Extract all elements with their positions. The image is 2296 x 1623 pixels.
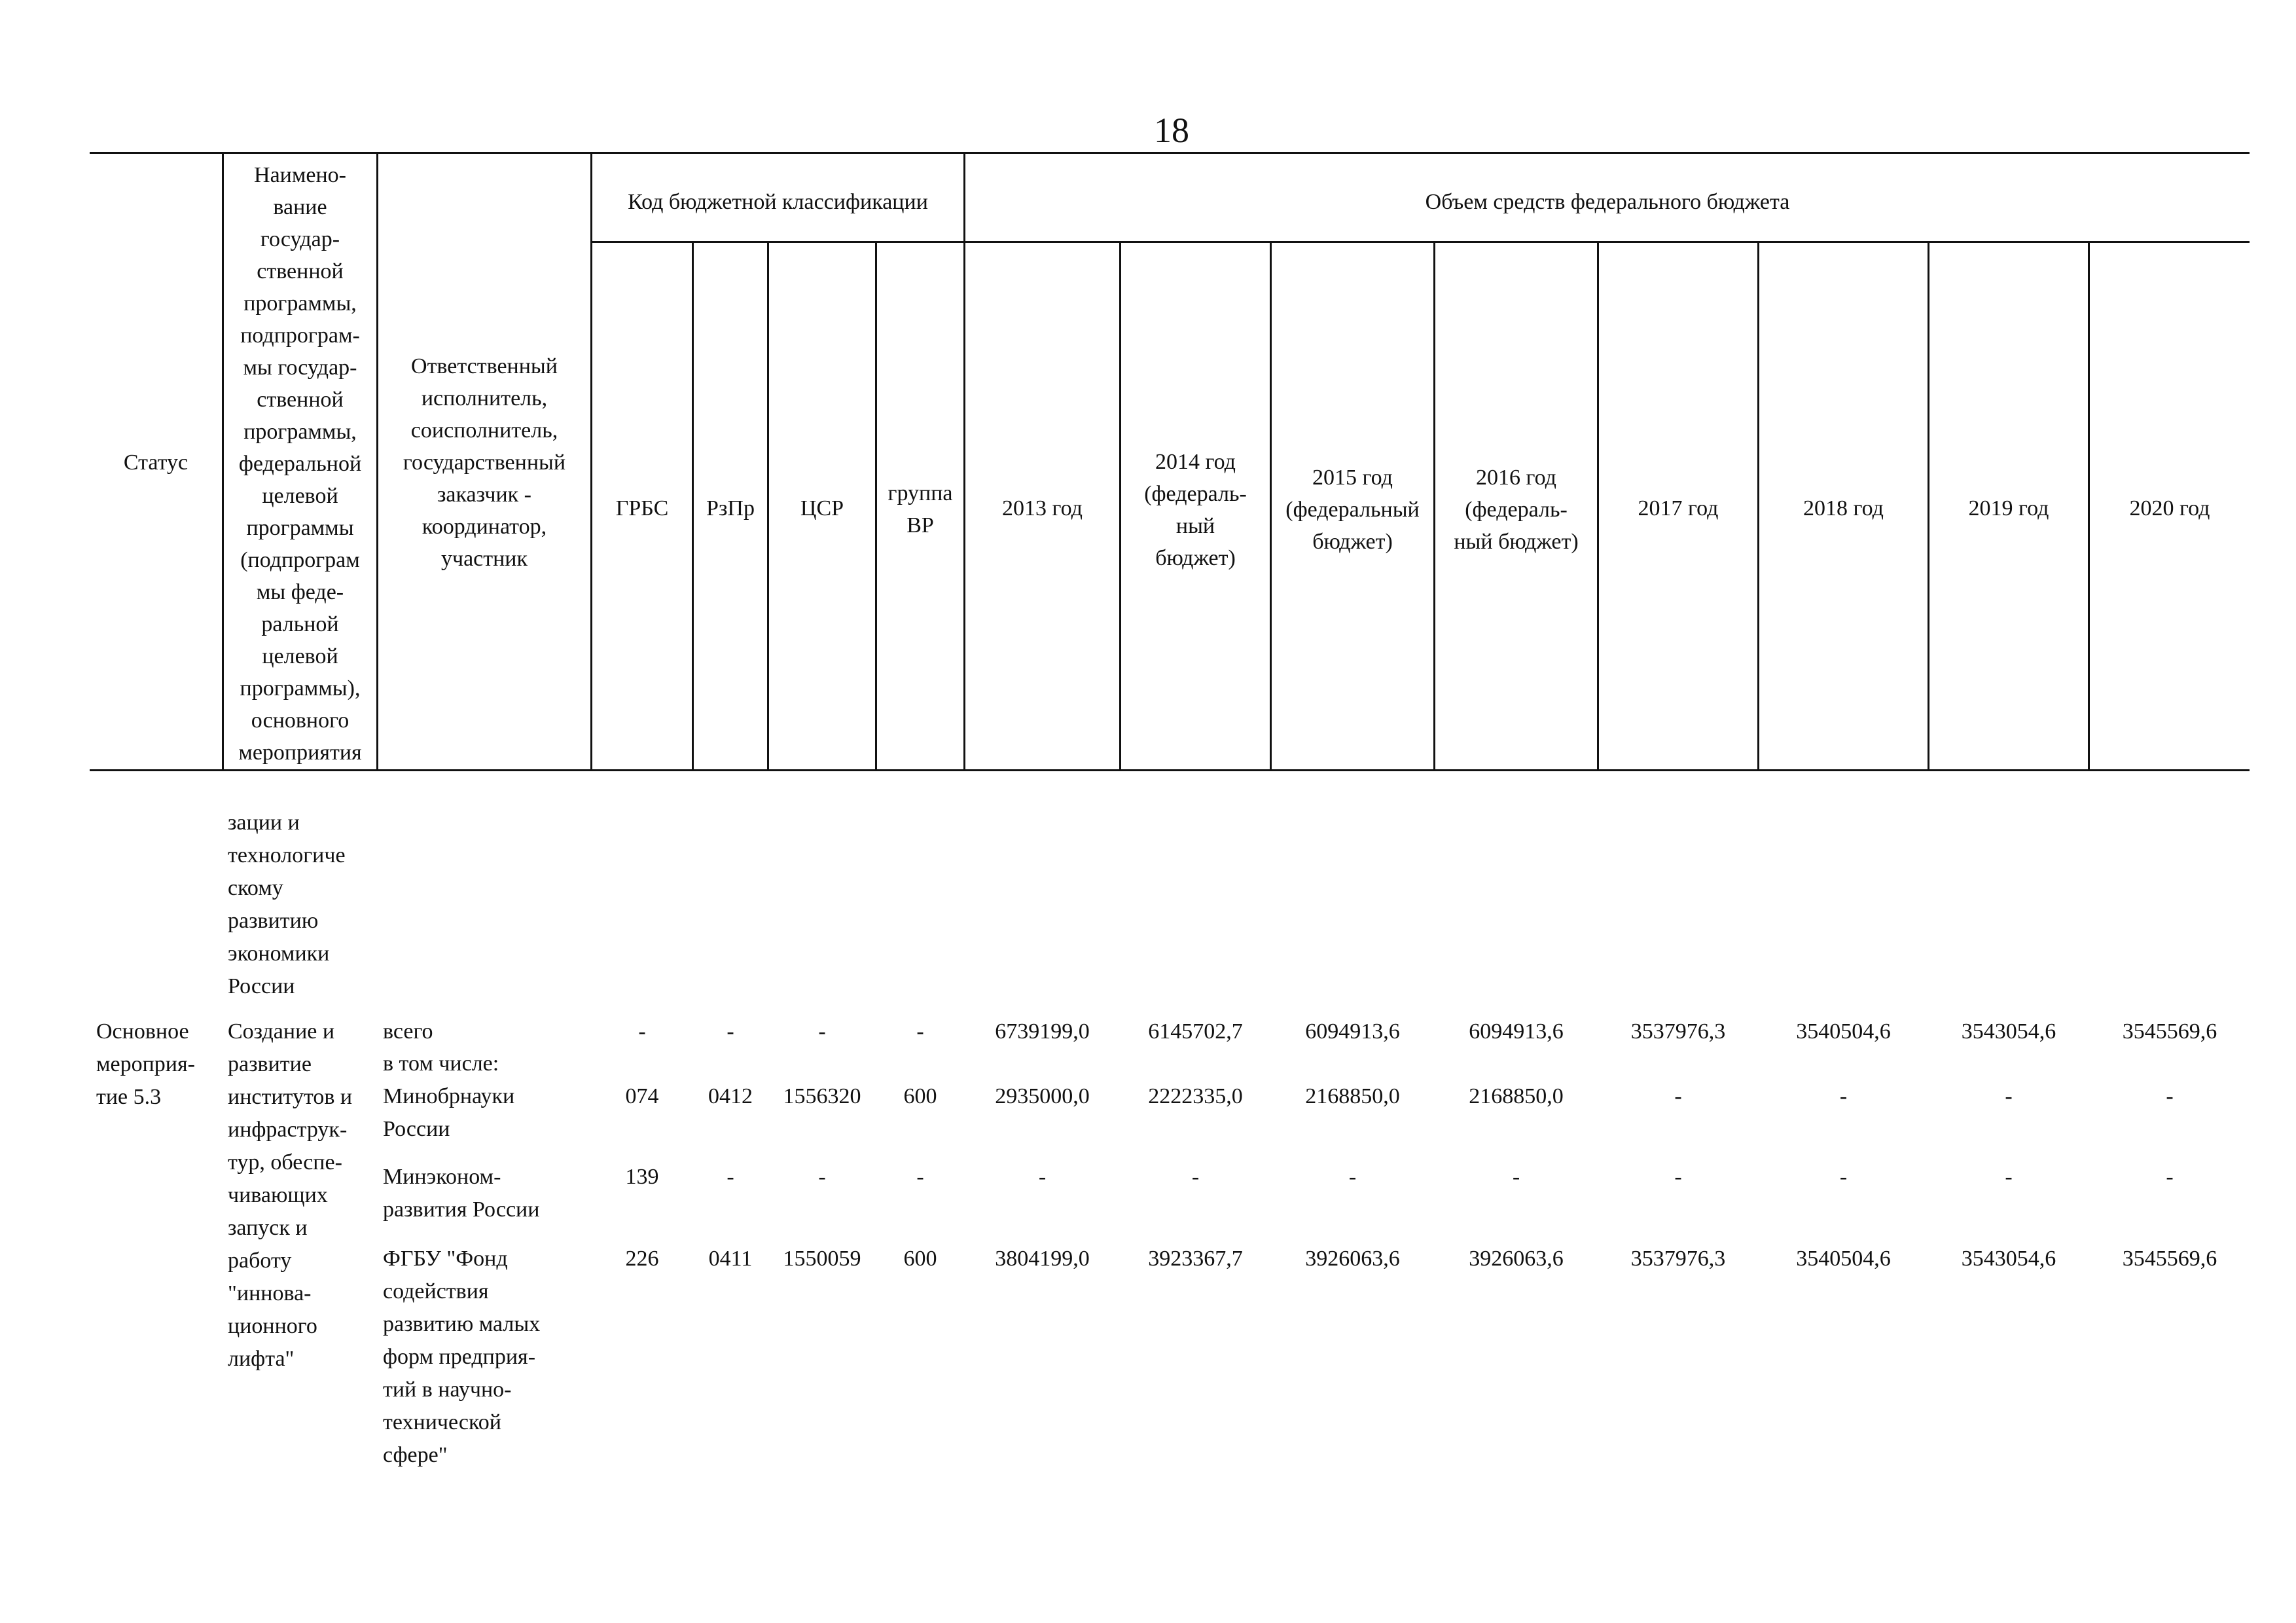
- header-status: Статус: [123, 450, 188, 475]
- row-value: 3537976,3: [1630, 1019, 1726, 1044]
- row-value: -: [2005, 1084, 2013, 1108]
- header-year: 2015 год (федеральный бюджет): [1285, 465, 1420, 554]
- row-value: 3540504,6: [1796, 1247, 1891, 1271]
- row-value: 3804199,0: [995, 1247, 1090, 1271]
- row-value: 3926063,6: [1469, 1247, 1564, 1271]
- row-rzpr: -: [726, 1165, 734, 1189]
- row-executor: ФГБУ "Фонд содействия развитию малых форм предприя- тий в научно- технической сфере": [383, 1247, 541, 1467]
- row-value: -: [2166, 1165, 2174, 1189]
- row-value: -: [1038, 1165, 1047, 1189]
- row-value: -: [2166, 1084, 2174, 1108]
- row-value: 3923367,7: [1148, 1247, 1243, 1271]
- row-value: -: [1839, 1084, 1848, 1108]
- header-year: 2017 год: [1638, 496, 1719, 520]
- row-rzpr: -: [726, 1019, 734, 1044]
- row-value: -: [1674, 1165, 1682, 1189]
- header-grbs: ГРБС: [615, 496, 669, 520]
- header-budget-code: Код бюджетной классификации: [628, 190, 928, 214]
- page-number: 18: [1154, 111, 1189, 150]
- header-name: Наимено- вание государ- ственной программы, подпрограм- мы государ- ственной программы, федеральной целевой программы (подпрограм мы феде- ральной целевой программы), основного мероприятия: [238, 163, 362, 765]
- row-csr: -: [818, 1019, 826, 1044]
- row-value: -: [1512, 1165, 1520, 1189]
- row-grbs: 074: [625, 1084, 659, 1108]
- row-value: -: [2005, 1165, 2013, 1189]
- row-value: 2168850,0: [1469, 1084, 1564, 1108]
- row-value: 3545569,6: [2122, 1019, 2217, 1044]
- row-grbs: 139: [625, 1165, 659, 1189]
- row-value: -: [1191, 1165, 1200, 1189]
- row-vr: 600: [903, 1084, 937, 1108]
- header-csr: ЦСР: [800, 496, 844, 520]
- row-value: 2168850,0: [1305, 1084, 1400, 1108]
- row-value: -: [1839, 1165, 1848, 1189]
- header-executor: Ответственный исполнитель, соисполнитель, государственный заказчик - координатор, участник: [403, 354, 566, 571]
- row-grbs: -: [638, 1019, 646, 1044]
- header-year: 2014 год (федераль- ный бюджет): [1144, 450, 1247, 570]
- row-value: 2935000,0: [995, 1084, 1090, 1108]
- row-vr: -: [916, 1019, 924, 1044]
- header-bottom-rule: [90, 769, 2250, 771]
- row-value: -: [1674, 1084, 1682, 1108]
- row-csr: 1556320: [783, 1084, 861, 1108]
- row-value: 3540504,6: [1796, 1019, 1891, 1044]
- header-year: 2020 год: [2129, 496, 2210, 520]
- header-year: 2016 год (федераль- ный бюджет): [1454, 465, 1579, 554]
- row-value: 6145702,7: [1148, 1019, 1243, 1044]
- row-executor: всего: [383, 1019, 433, 1044]
- row-executor: Минэконом- развития России: [383, 1165, 540, 1222]
- header-year: 2013 год: [1002, 496, 1083, 520]
- row-rzpr: 0411: [708, 1247, 753, 1271]
- header-subgroup-rule: [590, 241, 2250, 243]
- row-grbs: 226: [625, 1247, 659, 1271]
- measure-status: Основное мероприя- тие 5.3: [96, 1019, 195, 1109]
- continuation-text: зации и технологиче скому развитию экономики России: [228, 811, 346, 998]
- row-value: 3926063,6: [1305, 1247, 1400, 1271]
- header-top-rule: [90, 152, 2250, 154]
- row-executor: в том числе: Минобрнауки России: [383, 1051, 515, 1141]
- row-value: 6094913,6: [1469, 1019, 1564, 1044]
- row-vr: 600: [903, 1247, 937, 1271]
- row-value: 3545569,6: [2122, 1247, 2217, 1271]
- row-value: 3543054,6: [1961, 1019, 2056, 1044]
- header-volume: Объем средств федерального бюджета: [1425, 190, 1790, 214]
- header-year: 2019 год: [1968, 496, 2049, 520]
- row-value: 2222335,0: [1148, 1084, 1243, 1108]
- col-divider: [590, 152, 592, 769]
- row-value: 6739199,0: [995, 1019, 1090, 1044]
- header-rzpr: РзПр: [706, 496, 755, 520]
- row-value: 3537976,3: [1630, 1247, 1726, 1271]
- row-rzpr: 0412: [708, 1084, 753, 1108]
- row-value: 3543054,6: [1961, 1247, 2056, 1271]
- header-year: 2018 год: [1803, 496, 1884, 520]
- row-value: -: [1348, 1165, 1357, 1189]
- row-csr: 1550059: [783, 1247, 861, 1271]
- measure-name: Создание и развитие институтов и инфраструк- тур, обеспе- чивающих запуск и работу "иннова- ционного лифта": [228, 1019, 353, 1371]
- header-vr: группа ВР: [888, 481, 953, 538]
- row-vr: -: [916, 1165, 924, 1189]
- col-divider: [963, 152, 965, 769]
- row-value: 6094913,6: [1305, 1019, 1400, 1044]
- row-csr: -: [818, 1165, 826, 1189]
